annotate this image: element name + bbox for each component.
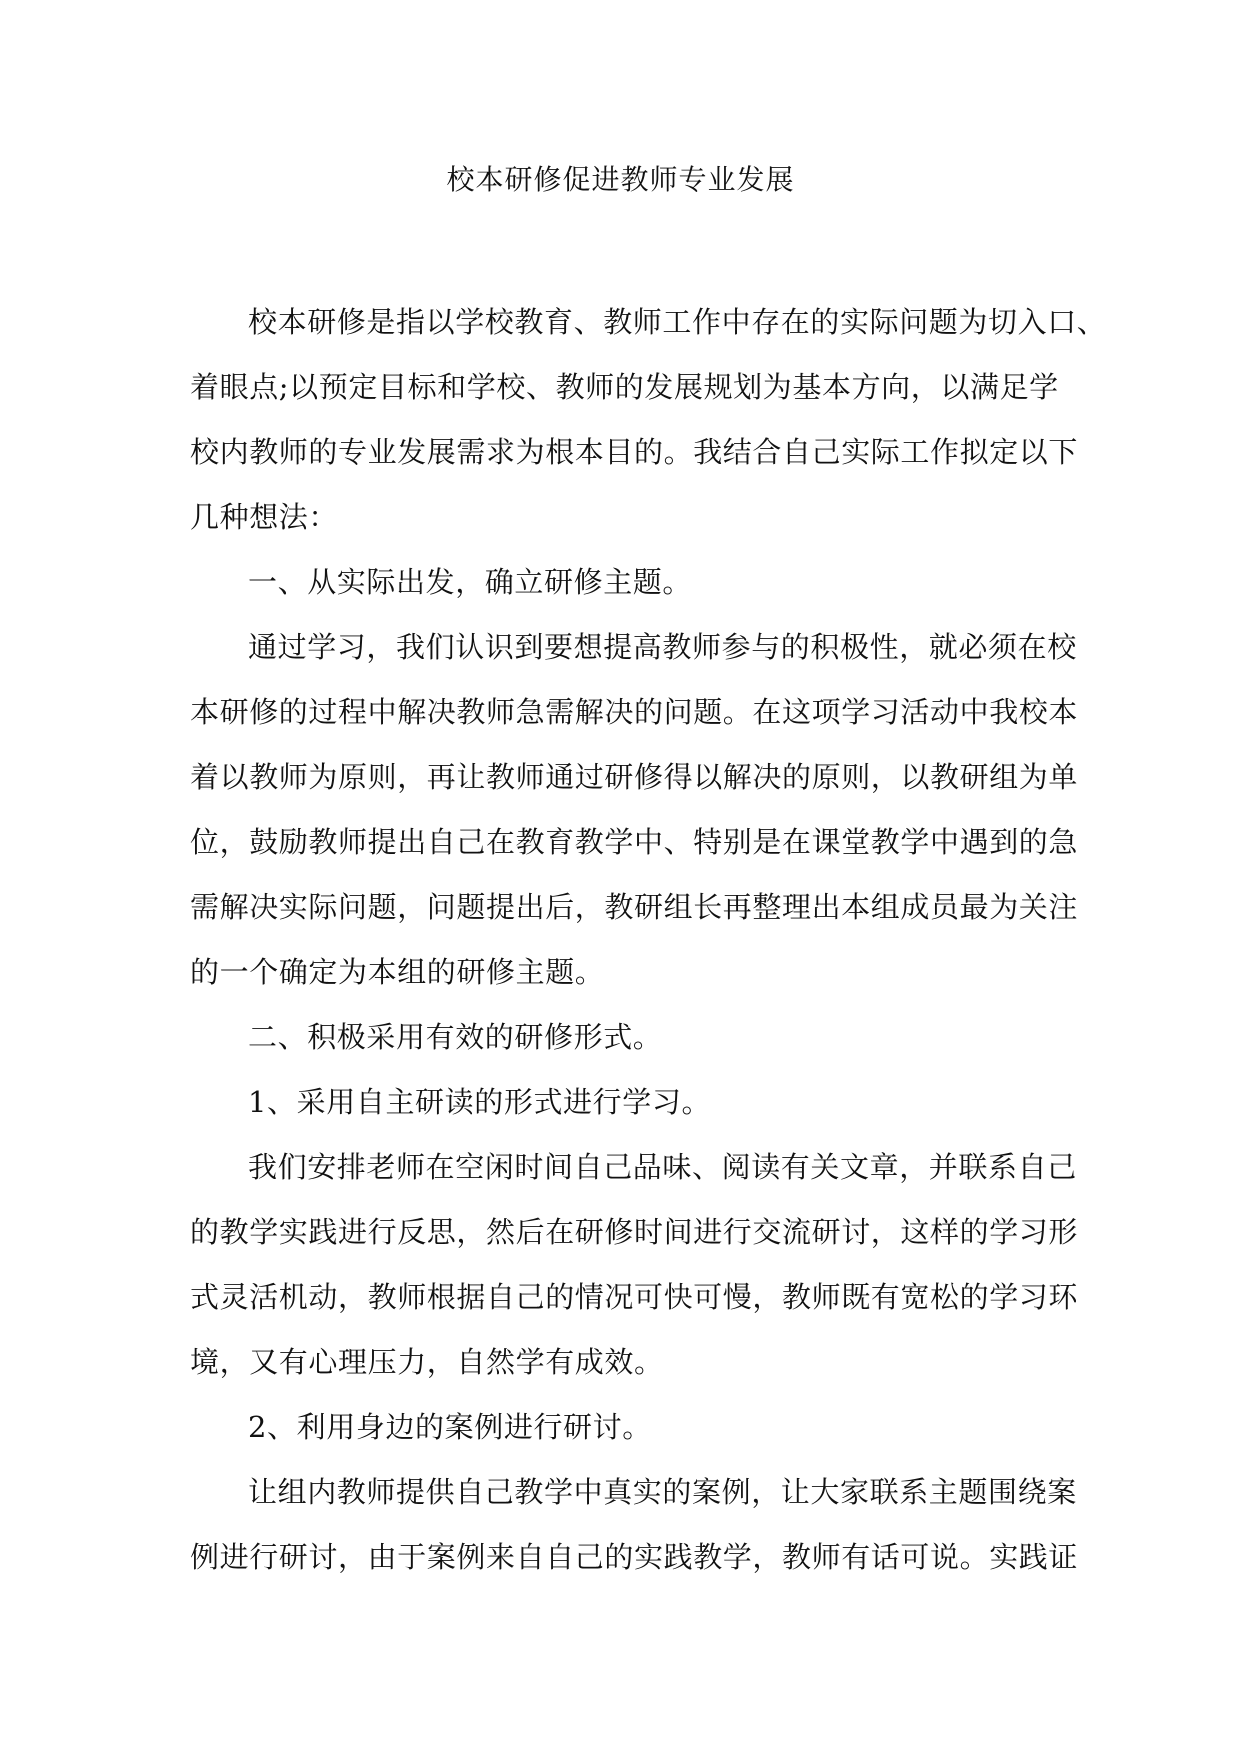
- body-line: 位，鼓励教师提出自己在教育教学中、特别是在课堂教学中遇到的急: [190, 825, 1079, 859]
- subsection-heading: 1、采用自主研读的形式进行学习。: [248, 1085, 712, 1119]
- body-line: 我们安排老师在空闲时间自己品味、阅读有关文章，并联系自己: [248, 1150, 1077, 1184]
- body-line: 本研修的过程中解决教师急需解决的问题。在这项学习活动中我校本: [190, 695, 1079, 729]
- body-line: 的一个确定为本组的研修主题。: [190, 955, 605, 989]
- section-heading: 一、从实际出发，确立研修主题。: [248, 565, 693, 599]
- body-line: 需解决实际问题，问题提出后，教研组长再整理出本组成员最为关注: [190, 890, 1079, 924]
- body-line: 境，又有心理压力，自然学有成效。: [190, 1345, 664, 1379]
- body-line: 的教学实践进行反思，然后在研修时间进行交流研讨，这样的学习形: [190, 1215, 1079, 1249]
- body-line: 着眼点;以预定目标和学校、教师的发展规划为基本方向，以满足学: [190, 370, 1059, 404]
- section-heading: 二、积极采用有效的研修形式。: [248, 1020, 663, 1054]
- body-line: 通过学习，我们认识到要想提高教师参与的积极性，就必须在校: [248, 630, 1077, 664]
- body-line: 式灵活机动，教师根据自己的情况可快可慢，教师既有宽松的学习环: [190, 1280, 1079, 1314]
- document-body: [190, 290, 1107, 1590]
- body-line: 几种想法：: [190, 500, 339, 534]
- subsection-heading: 2、利用身边的案例进行研讨。: [248, 1410, 652, 1444]
- body-line: 着以教师为原则，再让教师通过研修得以解决的原则，以教研组为单: [190, 760, 1079, 794]
- document-title: 校本研修促进教师专业发展: [446, 163, 795, 196]
- body-line: 例进行研讨，由于案例来自自己的实践教学，教师有话可说。实践证: [190, 1540, 1079, 1574]
- body-line: 让组内教师提供自己教学中真实的案例，让大家联系主题围绕案: [248, 1475, 1077, 1509]
- body-line: 校内教师的专业发展需求为根本目的。我结合自己实际工作拟定以下: [190, 435, 1079, 469]
- body-line: 校本研修是指以学校教育、教师工作中存在的实际问题为切入口、: [248, 305, 1107, 339]
